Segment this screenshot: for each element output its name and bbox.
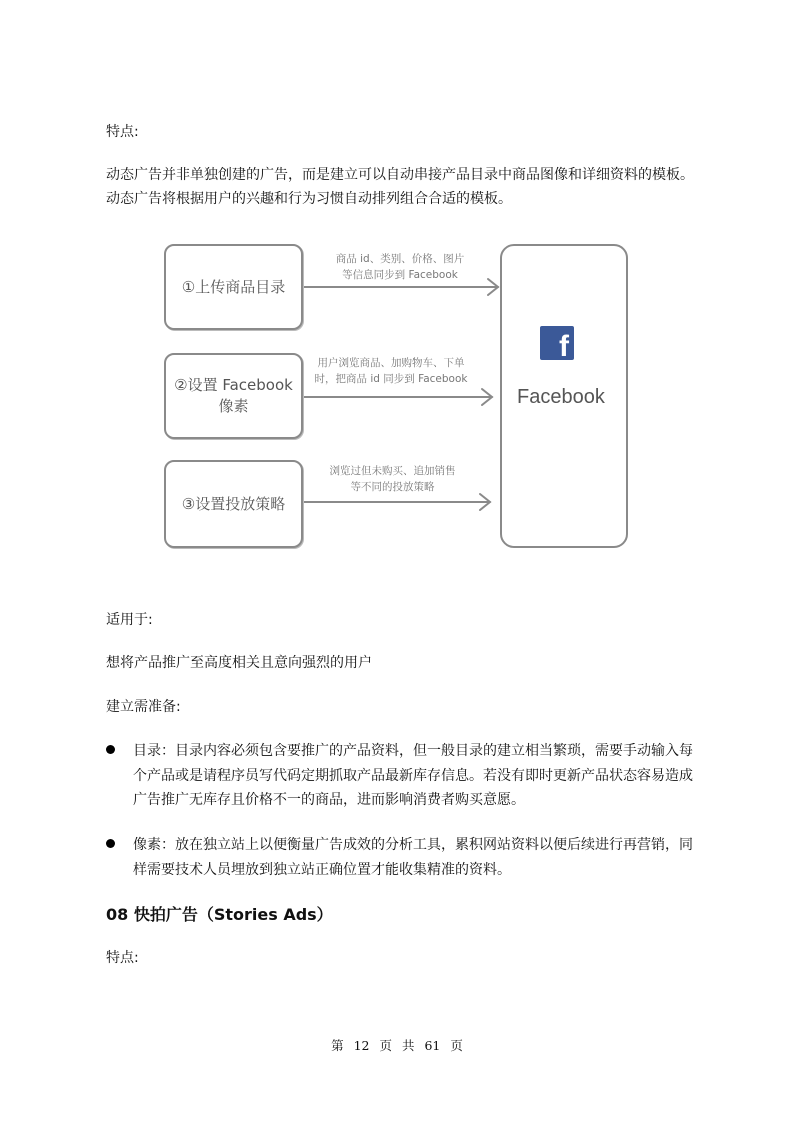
step-box-setup-pixel: [164, 353, 303, 439]
applicable-text: 想将产品推广至高度相关且意向强烈的用户: [106, 655, 372, 671]
features-label-2: 特点:: [106, 950, 139, 966]
step-box-delivery-strategy: [164, 460, 303, 548]
footer-suffix: 页: [450, 1038, 463, 1053]
step-2-label-line-1: ②设置 Facebook: [174, 376, 293, 394]
description-line-1: 动态广告并非单独创建的广告，而是建立可以自动串接产品目录中商品图像和详细资料的模板。: [106, 167, 694, 183]
facebook-target-box: [500, 244, 628, 548]
step-box-upload-catalog: [164, 244, 303, 330]
bullet-item-pixel: [106, 833, 696, 882]
dynamic-ads-diagram: [160, 240, 630, 552]
applicable-label: 适用于:: [106, 612, 153, 628]
step-1-note: 商品 id、类别、价格、图片 等信息同步到 Facebook: [335, 253, 465, 281]
facebook-logo-icon: f: [540, 326, 574, 360]
step-1-label: ①上传商品目录: [181, 277, 286, 296]
page-footer: [0, 1036, 794, 1054]
section-heading-stories-ads: 08 快拍广告（Stories Ads）: [106, 905, 333, 924]
step-3-note: 浏览过但未购买、追加销售 等不同的投放策略: [329, 465, 456, 493]
step-3-label: ③设置投放策略: [181, 494, 286, 513]
bullet-text-catalog: 目录：目录内容必须包含要推广的产品资料，但一般目录的建立相当繁琐，需要手动输入每个产品或是请程序员写代码定期抓取产品最新库存信息。若没有即时更新产品状态容易造成广告推广无库存且价格不一的商品，进而影响消费者购买意愿。: [133, 743, 693, 808]
bullet-dot-icon: [106, 839, 115, 848]
bullet-item-catalog: [106, 739, 696, 813]
description-line-2: 动态广告将根据用户的兴趣和行为习惯自动排列组合合适的模板。: [106, 191, 512, 207]
footer-page-word: 页: [379, 1038, 392, 1053]
prep-label: 建立需准备:: [106, 699, 181, 715]
step-2-label-line-2: 像素: [218, 397, 249, 415]
footer-total-word: 共: [401, 1038, 415, 1053]
total-page-number: 61: [424, 1038, 441, 1053]
step-2-note: 用户浏览商品、加购物车、下单 时，把商品 id 同步到 Facebook: [314, 357, 468, 385]
features-label: 特点:: [106, 124, 139, 140]
current-page-number: 12: [353, 1038, 370, 1053]
bullet-dot-icon: [106, 745, 115, 754]
footer-prefix: 第: [331, 1038, 344, 1053]
facebook-label: Facebook: [517, 386, 605, 408]
bullet-text-pixel: 像素：放在独立站上以便衡量广告成效的分析工具，累积网站资料以便后续进行再营销，同样需要技术人员埋放到独立站正确位置才能收集精准的资料。: [133, 837, 693, 878]
